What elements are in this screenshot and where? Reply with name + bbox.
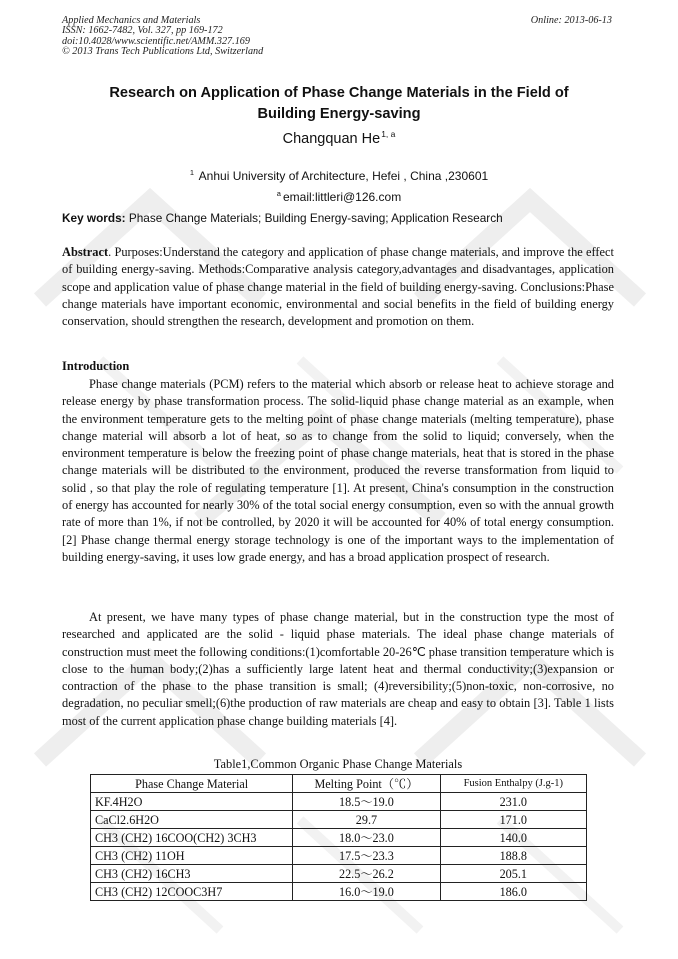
abstract-label: Abstract	[62, 245, 109, 259]
abstract	[62, 244, 614, 330]
paper-title-line-1: Research on Application of Phase Change Materials in the Field of	[109, 85, 569, 101]
table-row	[91, 793, 587, 811]
intro-paragraph-2: At present, we have many types of phase change material, but in the construction type the most of researched and applicated are the solid - liquid phase materials. The ideal phase change materials of construction must meet the following conditions:(1)comfortable 20-26℃ phase transition temperature which is close to the human body;(2)has a sufficiently large latent heat and thermal conductivity;(3)expansion or contraction of the phase to the phase transition is small; (4)reversibility;(5)non-toxic, non-corrosive, no degradation, no peculiar smell;(6)the production of raw materials are cheap and easy to obtain [3]. Table 1 lists most of the current application phase change building materials [4].	[62, 610, 614, 728]
keywords-text: Phase Change Materials; Building Energy-saving; Application Research	[128, 211, 503, 225]
journal-doi: doi:10.4028/www.scientific.net/AMM.327.169	[62, 35, 250, 47]
table-cell-fusion-enthalpy: 140.0	[440, 829, 586, 847]
paper-title-line-2: Building Energy-saving	[257, 106, 421, 122]
table-cell-material: KF.4H2O	[91, 793, 293, 811]
table-cell-material: CH3 (CH2) 11OH	[91, 847, 293, 865]
table-cell-material: CH3 (CH2) 16CH3	[91, 865, 293, 883]
section-heading-introduction: Introduction	[62, 359, 130, 373]
table-cell-melting-point: 22.5～26.2	[293, 865, 440, 883]
table-row	[91, 847, 587, 865]
affiliation-sup-1: 1	[189, 168, 194, 177]
table-row	[91, 865, 587, 883]
affiliation-line-2	[62, 185, 616, 206]
table-header-row	[91, 775, 587, 793]
table-header-material: Phase Change Material	[91, 775, 293, 793]
table-header-melting-point: Melting Point（℃）	[293, 775, 440, 793]
table-cell-melting-point: 18.5～19.0	[293, 793, 440, 811]
table-row	[91, 811, 587, 829]
pcm-table	[90, 774, 587, 901]
table-cell-fusion-enthalpy: 186.0	[440, 883, 586, 901]
author-superscript: 1, a	[381, 129, 396, 139]
keywords-label: Key words:	[62, 211, 126, 225]
author	[62, 129, 616, 147]
journal-name: Applied Mechanics and Materials	[62, 15, 201, 26]
table-cell-melting-point: 18.0～23.0	[293, 829, 440, 847]
journal-copyright: © 2013 Trans Tech Publications Ltd, Switzerland	[62, 45, 264, 57]
affiliation-sup-a: a	[276, 189, 281, 198]
table-row	[91, 883, 587, 901]
table-cell-fusion-enthalpy: 231.0	[440, 793, 586, 811]
abstract-text: . Purposes:Understand the category and application of phase change materials, and improve the effect of building energy-saving. Methods:Comparative analysis category,advantages and disadvantages, application scope and application value of phase change material in the field of building energy-saving. Conclusions:Phase change materials have important economic, environmental and social benefits in the field of building energy conservation, should strengthen the research, development and promotion on them.	[62, 245, 614, 329]
affiliation-address: Anhui University of Architecture, Hefei , China ,230601	[198, 169, 489, 183]
online-date: Online: 2013-06-13	[530, 15, 612, 26]
journal-header	[62, 16, 263, 57]
table-cell-melting-point: 17.5～23.3	[293, 847, 440, 865]
affiliation-line-1	[62, 164, 616, 185]
table-row	[91, 829, 587, 847]
affiliation-email: email:littleri@126.com	[282, 190, 402, 204]
table-cell-material: CH3 (CH2) 16COO(CH2) 3CH3	[91, 829, 293, 847]
table-cell-fusion-enthalpy: 171.0	[440, 811, 586, 829]
table-cell-material: CH3 (CH2) 12COOC3H7	[91, 883, 293, 901]
keywords	[62, 211, 618, 225]
table-cell-melting-point: 16.0～19.0	[293, 883, 440, 901]
table-cell-material: CaCl2.6H2O	[91, 811, 293, 829]
journal-issn: ISSN: 1662-7482, Vol. 327, pp 169-172	[62, 25, 223, 37]
table-header-fusion-enthalpy: Fusion Enthalpy (J.g-1)	[440, 775, 586, 793]
table-cell-melting-point: 29.7	[293, 811, 440, 829]
table-caption: Table1,Common Organic Phase Change Materials	[213, 757, 463, 771]
paper-title	[62, 83, 616, 125]
author-name: Changquan He	[282, 131, 381, 147]
intro-paragraph-1: Phase change materials (PCM) refers to the material which absorb or release heat to achieve storage and release energy by phase transformation process. The solid-liquid phase change material as an example, when the environment temperature gets to the melting point of phase change materials (melting temperature), phase change material will absorb a lot of heat, so as to change from the solid to liquid; conversely, when the environment temperature is below the freezing point of phase change materials, heat that is stored in the phase change materials will be distributed to the environment, produced the reverse transformation from liquid to solid , so that play the role of regulating temperature [1]. At present, China's consumption in the construction of energy has accounted for nearly 30% of the total social energy consumption, even so with the annual growth rate of more than 1%, if not be controlled, by 2020 it will be accounted for 40% of total energy consumption. [2] Phase change thermal energy storage technology is one of the important ways to the implementation of building energy-saving, it uses low grade energy, and has a broad application prospect of research.	[62, 377, 614, 564]
table-cell-fusion-enthalpy: 205.1	[440, 865, 586, 883]
affiliation	[62, 164, 616, 206]
table-cell-fusion-enthalpy: 188.8	[440, 847, 586, 865]
